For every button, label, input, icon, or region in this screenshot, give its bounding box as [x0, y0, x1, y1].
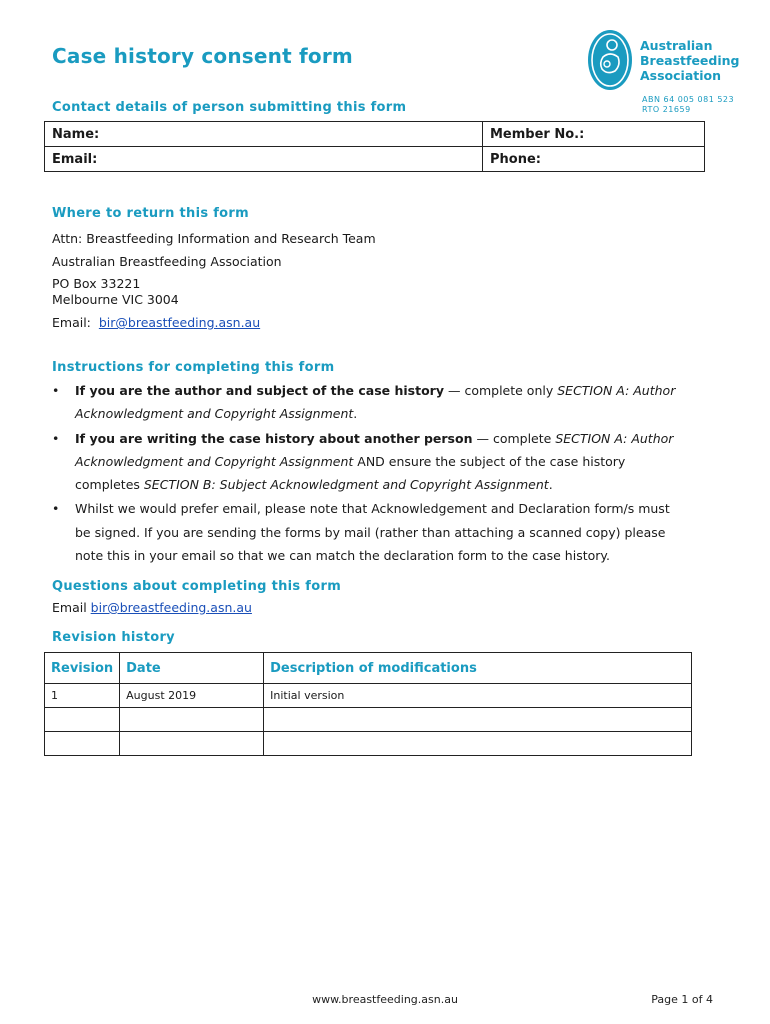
cell-date[interactable] [120, 708, 264, 732]
email-field[interactable]: Email: [45, 147, 483, 172]
return-attn: Attn: Breastfeeding Information and Research Team [52, 231, 376, 246]
return-org: Australian Breastfeeding Association [52, 254, 282, 269]
name-field[interactable]: Name: [45, 122, 483, 147]
bullet-icon: • [52, 431, 60, 446]
return-email-line: Email: bir@breastfeeding.asn.au [52, 315, 261, 330]
member-number-field[interactable]: Member No.: [483, 122, 705, 147]
page-title: Case history consent form [52, 44, 353, 68]
column-header-revision: Revision [45, 653, 120, 684]
contact-details-table [44, 121, 705, 172]
cell-revision[interactable] [45, 708, 120, 732]
cell-revision: 1 [45, 684, 120, 708]
instruction-2-line2: Acknowledgment and Copyright Assignment AND ensure the subject of the case history [75, 454, 626, 469]
table-row [45, 708, 692, 732]
questions-email-link[interactable]: bir@breastfeeding.asn.au [90, 600, 252, 615]
revision-table [44, 652, 692, 756]
revision-heading: Revision history [52, 630, 175, 645]
page-number: Page 1 of 4 [651, 993, 713, 1006]
bullet-icon: • [52, 501, 60, 516]
cell-description[interactable] [264, 708, 692, 732]
footer-website: www.breastfeeding.asn.au [312, 993, 458, 1006]
column-header-date: Date [120, 653, 264, 684]
mother-baby-icon [585, 27, 635, 93]
rto-number: RTO 21659 [642, 105, 691, 114]
questions-email-line: Email bir@breastfeeding.asn.au [52, 600, 252, 615]
return-pobox: PO Box 33221 [52, 276, 141, 291]
cell-revision[interactable] [45, 732, 120, 756]
table-row [45, 684, 692, 708]
bullet-icon: • [52, 383, 60, 398]
cell-date: August 2019 [120, 684, 264, 708]
instructions-heading: Instructions for completing this form [52, 360, 335, 375]
questions-heading: Questions about completing this form [52, 579, 342, 594]
instruction-3-line1: Whilst we would prefer email, please note that Acknowledgement and Declaration form/s must [75, 501, 670, 516]
logo-text: Australian Breastfeeding Association [640, 38, 740, 83]
instruction-1-line1: If you are the author and subject of the case history — complete only SECTION A: Author [75, 383, 676, 398]
instruction-3-line3: note this in your email so that we can match the declaration form to the case history. [75, 548, 610, 563]
cell-date[interactable] [120, 732, 264, 756]
cell-description[interactable] [264, 732, 692, 756]
instruction-3-line2: be signed. If you are sending the forms by mail (rather than attaching a scanned copy) please [75, 525, 666, 540]
return-email-link[interactable]: bir@breastfeeding.asn.au [98, 315, 261, 330]
instruction-1-line2: Acknowledgment and Copyright Assignment. [75, 406, 358, 421]
instruction-2-line1: If you are writing the case history about another person — complete SECTION A: Author [75, 431, 674, 446]
return-city: Melbourne VIC 3004 [52, 292, 179, 307]
table-header-row [45, 653, 692, 684]
cell-description: Initial version [264, 684, 692, 708]
phone-field[interactable]: Phone: [483, 147, 705, 172]
column-header-description: Description of modifications [264, 653, 692, 684]
instruction-2-line3: completes SECTION B: Subject Acknowledgment and Copyright Assignment. [75, 477, 553, 492]
aba-logo [585, 27, 745, 99]
return-heading: Where to return this form [52, 206, 249, 221]
table-row [45, 732, 692, 756]
abn-number: ABN 64 005 081 523 [642, 95, 735, 104]
contact-heading: Contact details of person submitting this form [52, 100, 407, 115]
abn-rto [642, 95, 734, 115]
